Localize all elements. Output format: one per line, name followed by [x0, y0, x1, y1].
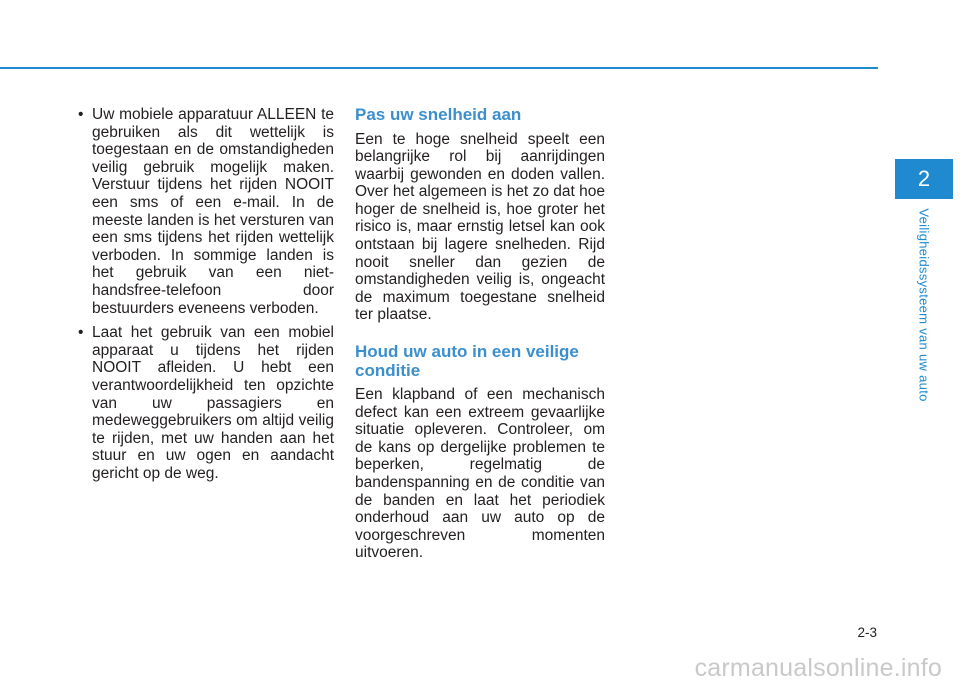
section-heading-condition: Houd uw auto in een veilige conditie [355, 342, 579, 380]
page-number: 2-3 [857, 625, 877, 640]
watermark: carmanualsonline.info [694, 654, 942, 682]
top-rule [0, 67, 878, 69]
chapter-number-tab [895, 159, 953, 199]
section-heading-speed: Pas uw snelheid aan [355, 105, 522, 124]
right-column [355, 106, 605, 562]
chapter-number: 2 [917, 166, 931, 191]
chapter-title: Veiligheidssysteem van uw auto [916, 208, 932, 402]
bullet-list [78, 106, 334, 482]
left-column [78, 106, 334, 489]
section-body-condition: Een klapband of een mechanisch defect kan een extreem gevaarlijke situatie opleveren. Controleer, om de kans op dergelijke problemen te beperken, regelmatig de bandenspanning en de conditie van de banden en laat het periodiek onderhoud aan uw auto op de voorgeschreven momenten uitvoeren. [355, 386, 605, 562]
section-body-speed: Een te hoge snelheid speelt een belangrijke rol bij aanrijdingen waarbij gewonden en doden vallen. Over het algemeen is het zo dat hoe hoger de snelheid is, hoe groter het risico is, maar ernstig letsel kan ook ontstaan bij lagere snelheden. Rijd nooit sneller dan gezien de omstandigheden veilig is, ongeacht de maximum toegestane snelheid ter plaatse. [355, 130, 605, 324]
bullet-item-no-distraction: • Laat het gebruik van een mobiel apparaat u tijdens het rijden NOOIT afleiden. U hebt een verantwoordelijkheid ten opzichte van uw passagiers en medeweggebruikers om altijd veilig te rijden, met uw handen aan het stuur en uw ogen en aandacht gericht op de weg. [78, 324, 334, 482]
bullet-item-mobile-usage: • Uw mobiele apparatuur ALLEEN te gebruiken als dit wettelijk is toegestaan en de omstandigheden veilig gebruik mogelijk maken. Verstuur tijdens het rijden NOOIT een sms of een e-mail. In de meeste landen is het versturen van een sms tijdens het rijden wettelijk verboden. In sommige landen is het gebruik van een niet-handsfree-telefoon door bestuurders eveneens verboden. [78, 106, 334, 317]
